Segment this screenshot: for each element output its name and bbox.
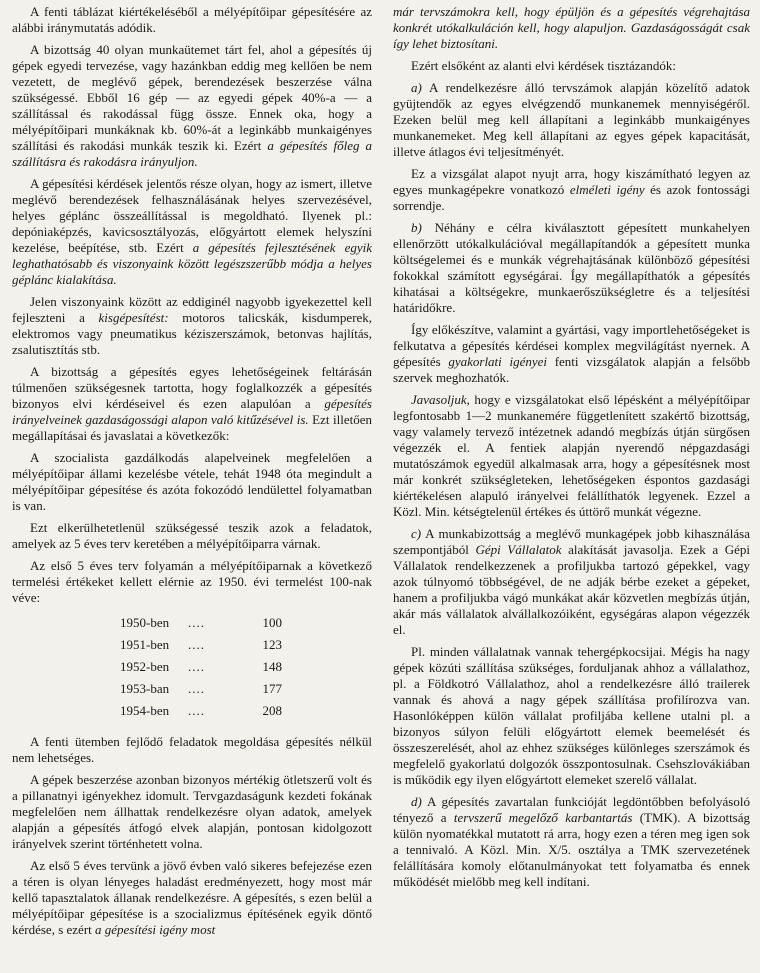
text: A fenti táblázat kiértékeléséből a mélyépítőipar gépesítésére az alábbi iránymutatás adódik.	[12, 4, 372, 35]
paragraph	[12, 4, 372, 36]
paragraph	[12, 858, 372, 938]
text: A gépek beszerzése azonban bizonyos mértékig ötletszerű volt és a pillanatnyi igényekhez idomult. Tervgazdaságunk kezdeti fokának megfelelően nem állhattak rendelkezésre olyan adatok, amelyek alapján a gépesítés átfogó elvek alapján, pontosan kidolgozott irányelvek szerint történhetett volna.	[12, 772, 372, 851]
text: Ezért elsőként az alanti elvi kérdések tisztázandók:	[411, 58, 676, 73]
paragraph	[12, 42, 372, 170]
paragraph	[12, 734, 372, 766]
text: hogy e vizsgálatokat első lépésként a mélyépítőipar legfontosabb 1—2 munkanemére függetlenített szakértő bizottság, vagy valamely tervező intézetnek adandó megbízás útján sürgősen végezzék el. A fentiek alapján nyerendő népgazdasági mutatószámok egyedül alkalmasak arra, hogy a gépesítésnek most már konkrét szükségleteken, lehetőségeken éspontos gazdasági kiértékelésen alapuló irányelvei felállíthatók legyenek. Ezzel a Közl. Min. kétségtelenül értékes és úttörő munkát végezne.	[393, 392, 751, 519]
value-cell: 177	[262, 681, 282, 696]
text: Néhány e célra kiválasztott gépesített munkahelyen ellenőrzött utókalkulációval megállapítandók a gépesített munka költségelemei és e munkák végrehajtásának különböző gépesítési fokokkal számított egységárai. Így megállapíthatók a gépesítés kihatásai a költségekre, munkaerőszükségletre és a teljesítési határidőkre.	[393, 220, 751, 315]
text: alakítását javasolja. Ezek a Gépi Vállalatok rendelkezzenek a profiljukba tartozó gépekkel, vagy azok túlnyomó többségével, de ne adják bérbe ezeket a gépeket, hanem a profiljukba vágó munkákat akár közvetlen megbízás útján, akár más vállalatok alvállalkozóiként, egységáras alapon végezzék el.	[393, 542, 751, 637]
list-label: c)	[411, 526, 422, 541]
paragraph	[12, 364, 372, 444]
text: Az első 5 éves terv folyamán a mélyépítőiparnak a következő termelési értékeket kellett elérnie az 1950. évi termelést 100-nak véve:	[12, 558, 372, 605]
value-cell: 148	[262, 659, 282, 674]
list-label: d)	[411, 794, 422, 809]
emphasis: a gépesítés főleg a szállításra és rakodásra irányuljon.	[12, 138, 372, 169]
paragraph	[12, 450, 372, 514]
table-row	[120, 678, 282, 700]
paragraph	[393, 166, 750, 214]
paragraph	[393, 526, 750, 638]
text: A gépesítési kérdések jelentős része olyan, hogy az ismert, illetve meglévő berendezések felhasználásának helyes szervezésével, helyes géplánc összeállítással is megoldható. Ilyenek pl.: depóniaképzés, kavicsosztályozás, előgyártott elemek helyszíni kezelése, beépítése, stb. Ezért	[12, 176, 372, 255]
paragraph	[393, 80, 750, 160]
text: A fenti ütemben fejlődő feladatok megoldása gépesítés nélkül nem lehetséges.	[12, 734, 372, 765]
paragraph	[393, 220, 750, 316]
text: motoros talicskák, kisdumperek, elektromos vagy pneumatikus kéziszerszámok, betonvas hajlítás, zsalutisztítás stb.	[12, 310, 373, 357]
text: A szocialista gazdálkodás alapelveinek megfelelően a mélyépítőipar állami kezelésbe vétele, tehát 1948 óta megindult a mélyépítőipar gépesítése és azóta fokozódó lendülettel folyamatban is van.	[12, 450, 372, 513]
paragraph	[393, 322, 750, 386]
text: (TMK). A bizottság külön nyomatékkal mutatott rá arra, hogy ezen a téren meg igen sok a tennivaló. A Közl. Min. X/5. osztálya a TMK szervezetének felállítására komoly előtanulmányokat tett folyamatba és ennek működését mielőbb meg kell indítani.	[393, 810, 751, 889]
paragraph	[12, 772, 372, 852]
value-cell: 123	[262, 637, 282, 652]
text: Ezt elkerülhetetlenül szükségessé teszik azok a feladatok, amelyek az 5 éves terv keretében a mélyépítőiparra várnak.	[12, 520, 372, 551]
emphasis: már tervszámokra kell, hogy épüljön és a gépesítés végrehajtása konkrét utókalkuláción kell, hogy alapuljon. Gazdaságosságát csak így lehet biztosítani.	[393, 4, 750, 51]
list-label: b)	[411, 220, 422, 235]
value-cell: 208	[262, 703, 282, 718]
text: A bizottság 40 olyan munkaütemet tárt fel, ahol a gépesítés új gépek egyedi tervezése, vagy hazánkban eddig meg kellően be nem vezetett, de meglévő gépek, berendezések beszerzése válna szükségessé. Ebből 16 gép — az egyedi gépek 40%-a — a szállítással és rakodással függ össze. Ennek oka, hogy a mélyépítőipari munkáknak kb. 60%-át a leginkább munkaigényes szállítási és rakodási munkák teszik ki. Ezért	[12, 42, 372, 153]
text: Így előkészítve, valamint a gyártási, vagy importlehetőségeket is felkutatva a gépesítés kérdései komplex megvilágítást nyernek. A gépesítés	[393, 322, 750, 369]
year-cell: 1951-ben	[120, 637, 170, 652]
text: A bizottság a gépesítés egyes lehetőségeinek feltárásán túlmenően szükségesnek tartotta, hogy foglalkozzék a gépesítés bizonyos elvi kérdéseivel és ezen alapulóan a	[12, 364, 372, 411]
paragraph	[393, 58, 750, 74]
dots-cell: ....	[188, 681, 205, 696]
dots-cell: ....	[188, 659, 205, 674]
production-table	[120, 612, 282, 722]
right-column	[393, 4, 750, 896]
text: A munkabizottság a meglévő munkagépek jobb kihasználása szempontjából	[393, 526, 750, 557]
paragraph	[12, 520, 372, 552]
emphasis: Javasoljuk,	[411, 392, 470, 407]
paragraph	[12, 294, 372, 358]
text: A gépesítés zavartalan funkcióját legdöntőbben befolyásoló tényező a	[393, 794, 750, 825]
year-cell: 1950-ben	[120, 615, 170, 630]
table-row	[120, 656, 282, 678]
dots-cell: ....	[188, 637, 205, 652]
paragraph	[12, 558, 372, 606]
text: fenti vizsgálatok alapján a felsőbb szervek meghozhatók.	[393, 354, 751, 385]
paragraph	[393, 794, 750, 890]
year-cell: 1954-ben	[120, 703, 170, 718]
table-row	[120, 634, 282, 656]
text: Ez a vizsgálat alapot nyujt arra, hogy kiszámítható legyen az egyes munkagépekre vonatkozó	[393, 166, 750, 197]
left-column	[12, 4, 372, 944]
paragraph	[393, 644, 750, 788]
dots-cell: ....	[188, 615, 205, 630]
table-row	[120, 700, 282, 722]
text: és azok fontossági sorrendje.	[393, 182, 750, 213]
emphasis: elméleti igény	[569, 182, 645, 197]
paragraph	[393, 4, 750, 52]
emphasis: a gépesítés fejlesztésének egyik leghathatósabb és viszonyaink között legészszerűbb módja a helyes géplánc kialakítása.	[12, 240, 372, 287]
emphasis: gépesítés irányelveinek gazdaságossági alapon való kitűzésével is.	[12, 396, 372, 427]
paragraph	[12, 176, 372, 288]
text: Pl. minden vállalatnak vannak tehergépkocsijai. Mégis ha nagy gépek közúti szállítása szükséges, forduljanak ahhoz a vállalathoz, pl. a Földkotró Vállalathoz, ahol a rendelkezésre álló trailerek vannak és ahová a nagy gépek szállítása profilírozva van. Hasonlóképpen külön vállalat profiljába kellene utalni pl. a bizonyos súlyon felüli előgyártott elemek beemelését és összeszerelését, ahol az ehhez szükséges különleges szerszámok és megfelelő gyakorlatú dolgozók összpontosulnak. Csehszlovákiában is működik egy ilyen előgyártott elemeket szerelő vállalat.	[393, 644, 750, 787]
value-cell: 100	[262, 615, 282, 630]
text: Az első 5 éves tervünk a jövő évben való sikeres befejezése ezen a téren is olyan lényeges haladást eredményezett, hogy most már kellő tapasztalatok állanak rendelkezésre. A gépesítés, s ezen belül a mélyépítőipar gépesítése is a szocializmus építésének egyik döntő kérdése, s ezért	[12, 858, 372, 937]
year-cell: 1952-ben	[120, 659, 170, 674]
emphasis: kisgépesítést:	[98, 310, 169, 325]
emphasis: Gépi Vállalatok	[475, 542, 562, 557]
dots-cell: ....	[188, 703, 205, 718]
year-cell: 1953-ban	[120, 681, 170, 696]
paragraph	[393, 392, 750, 520]
text: Ezt illetően megállapításai és javaslatai a következők:	[12, 412, 372, 443]
text: Jelen viszonyaink között az eddiginél nagyobb igyekezettel kell fejleszteni a	[12, 294, 372, 325]
table-row	[120, 612, 282, 634]
emphasis: a gépesítési igény most	[95, 922, 216, 937]
emphasis: tervszerű megelőző karbantartás	[453, 810, 633, 825]
list-label: a)	[411, 80, 422, 95]
text: A rendelkezésre álló tervszámok alapján közelítő adatok gyüjtendők az egyes elvégzendő munkanemek mennyiségéről. Ezeken belül meg kell állapítani a leginkább munkaigényes munkanemeket. Meg kell állapítani az egyes gépek kapacitását, illetve átlagos évi teljesítményét.	[393, 80, 750, 159]
emphasis: gyakorlati igényei	[448, 354, 547, 369]
